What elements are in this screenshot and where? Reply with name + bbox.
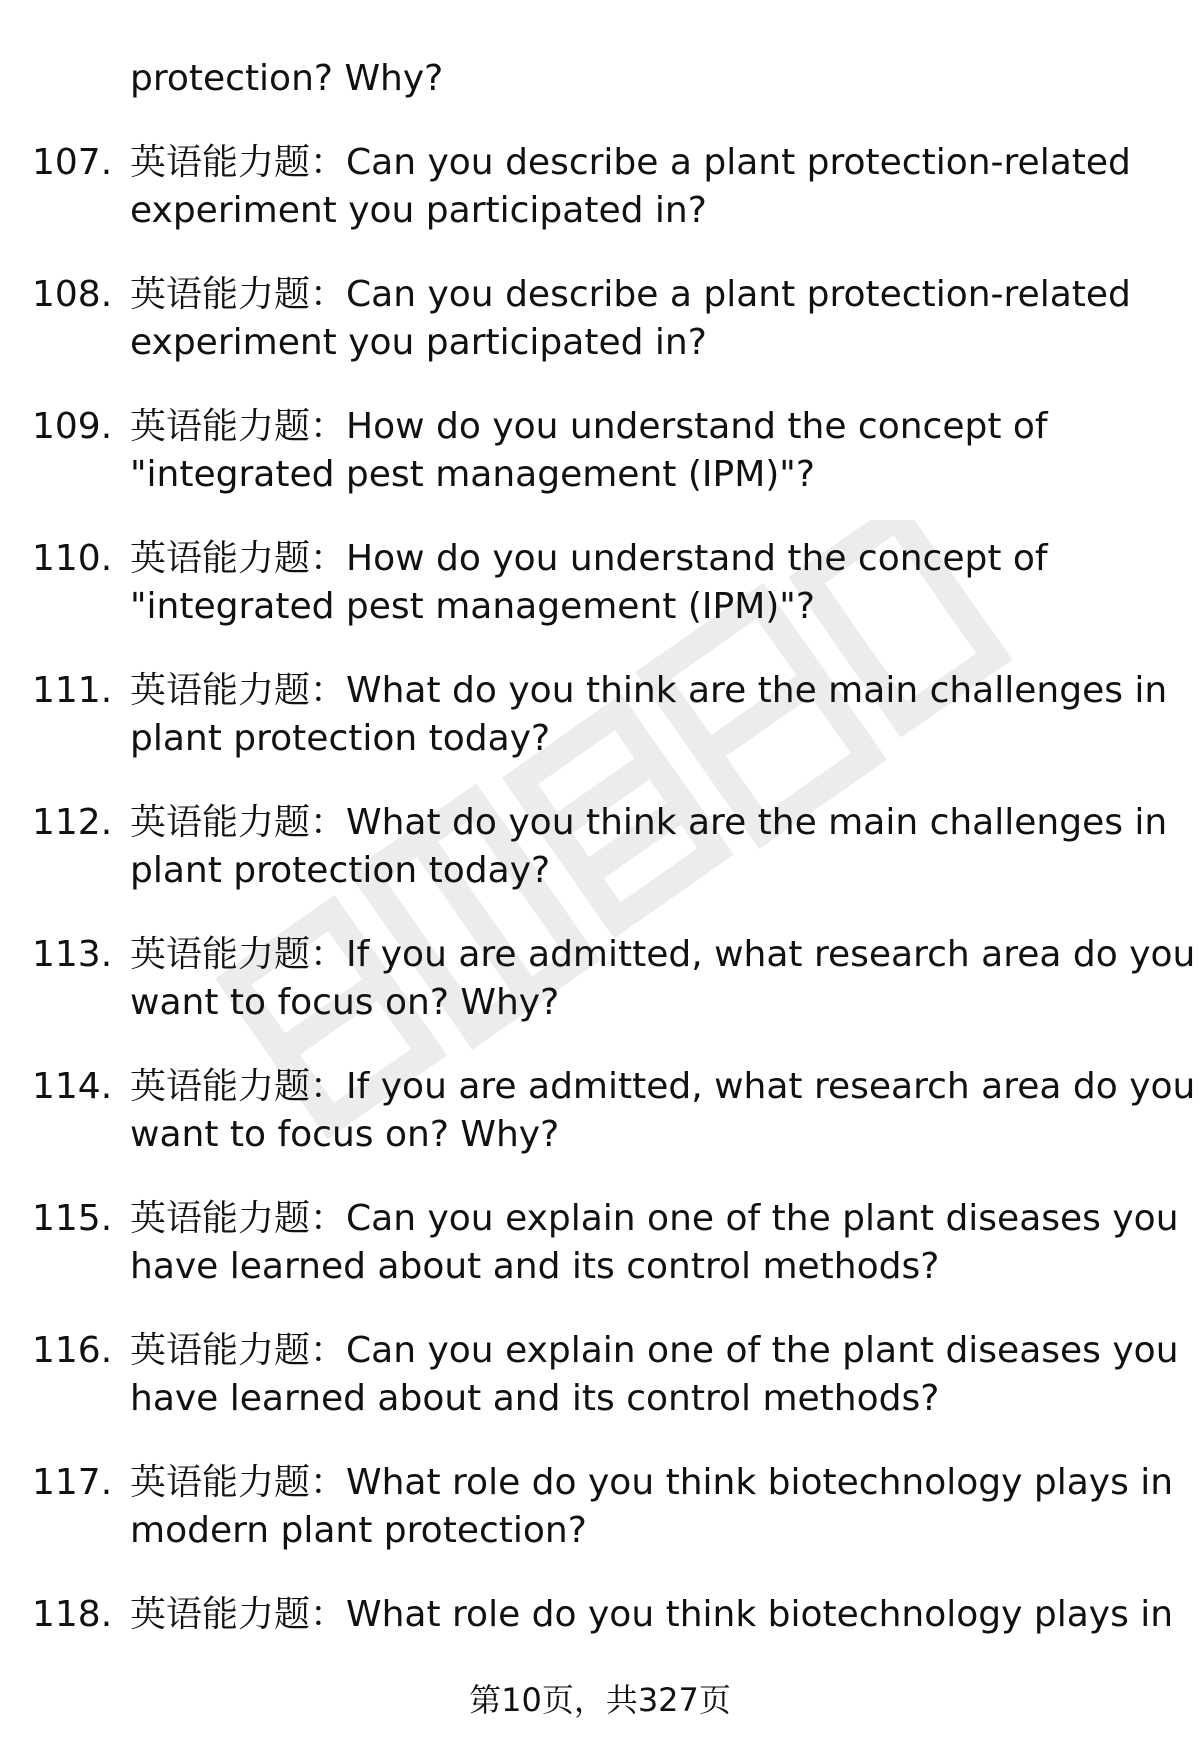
question-line-1 <box>130 1063 1196 1111</box>
question-number: 113. <box>32 934 113 975</box>
question-category-label: 英语能力题： <box>130 1066 347 1107</box>
question-body <box>130 1195 1179 1291</box>
question-body <box>130 403 1170 499</box>
question-line-2: have learned about and its control methods? <box>130 1378 940 1419</box>
question-number: 109. <box>32 406 113 447</box>
question-category-label: 英语能力题： <box>130 802 347 843</box>
question-text: Can you explain one of the plant diseases you <box>346 1330 1179 1371</box>
question-line-2: want to focus on? Why? <box>130 1114 560 1155</box>
question-line-2: "integrated pest management (IPM)"? <box>130 454 815 495</box>
question-category-label: 英语能力题： <box>130 1594 347 1635</box>
question-body <box>130 1459 1174 1555</box>
question-line-1 <box>130 403 1170 451</box>
question-number: 116. <box>32 1330 113 1371</box>
question-line-2: want to focus on? Why? <box>130 982 560 1023</box>
question-number: 112. <box>32 802 113 843</box>
question-category-label: 英语能力题： <box>130 538 347 579</box>
question-text: If you are admitted, what research area do you <box>346 934 1196 975</box>
question-line-1 <box>130 1195 1179 1243</box>
question-category-label: 英语能力题： <box>130 142 347 183</box>
question-category-label: 英语能力题： <box>130 1330 347 1371</box>
question-number: 110. <box>32 538 113 579</box>
question-line-1 <box>130 1459 1174 1507</box>
continued-question-text: protection? Why? <box>130 58 444 99</box>
question-body <box>130 799 1170 895</box>
question-body <box>130 1063 1196 1159</box>
question-category-label: 英语能力题： <box>130 1462 347 1503</box>
question-line-2: experiment you participated in? <box>130 190 707 231</box>
question-line-1 <box>130 271 1170 319</box>
question-number: 117. <box>32 1462 113 1503</box>
question-line-1 <box>130 1327 1179 1375</box>
question-text: Can you describe a plant protection-related <box>346 274 1131 315</box>
question-text: What do you think are the main challenges in <box>346 670 1168 711</box>
question-body <box>130 535 1170 631</box>
question-number: 118. <box>32 1594 113 1635</box>
question-text: Can you explain one of the plant diseases you <box>346 1198 1179 1239</box>
question-text: If you are admitted, what research area do you <box>346 1066 1196 1107</box>
question-text: Can you describe a plant protection-related <box>346 142 1131 183</box>
question-line-2: "integrated pest management (IPM)"? <box>130 586 815 627</box>
question-line-2: plant protection today? <box>130 718 551 759</box>
question-body <box>130 931 1196 1027</box>
question-line-2: experiment you participated in? <box>130 322 707 363</box>
question-text: How do you understand the concept of <box>346 406 1048 447</box>
question-body <box>130 1327 1179 1423</box>
question-line-2: have learned about and its control methods? <box>130 1246 940 1287</box>
question-body <box>130 139 1170 235</box>
question-number: 107. <box>32 142 113 183</box>
question-line-1 <box>130 535 1170 583</box>
question-category-label: 英语能力题： <box>130 670 347 711</box>
question-number: 115. <box>32 1198 113 1239</box>
question-text: What role do you think biotechnology plays in <box>346 1462 1174 1503</box>
question-number: 108. <box>32 274 113 315</box>
question-text: How do you understand the concept of <box>346 538 1048 579</box>
question-line-1 <box>130 799 1170 847</box>
page-footer: 第10页，共327页 <box>469 1681 731 1719</box>
question-category-label: 英语能力题： <box>130 1198 347 1239</box>
question-line-2: plant protection today? <box>130 850 551 891</box>
question-line-1 <box>130 1591 1174 1639</box>
question-body <box>130 271 1170 367</box>
question-category-label: 英语能力题： <box>130 274 347 315</box>
question-category-label: 英语能力题： <box>130 406 347 447</box>
question-number: 114. <box>32 1066 113 1107</box>
question-number: 111. <box>32 670 113 711</box>
question-line-1 <box>130 667 1170 715</box>
question-line-1 <box>130 139 1170 187</box>
question-line-2: modern plant protection? <box>130 1510 587 1551</box>
question-text: What do you think are the main challenges in <box>346 802 1168 843</box>
question-category-label: 英语能力题： <box>130 934 347 975</box>
question-text: What role do you think biotechnology plays in <box>346 1594 1174 1635</box>
question-body <box>130 1591 1174 1639</box>
question-body <box>130 667 1170 763</box>
question-line-1 <box>130 931 1196 979</box>
